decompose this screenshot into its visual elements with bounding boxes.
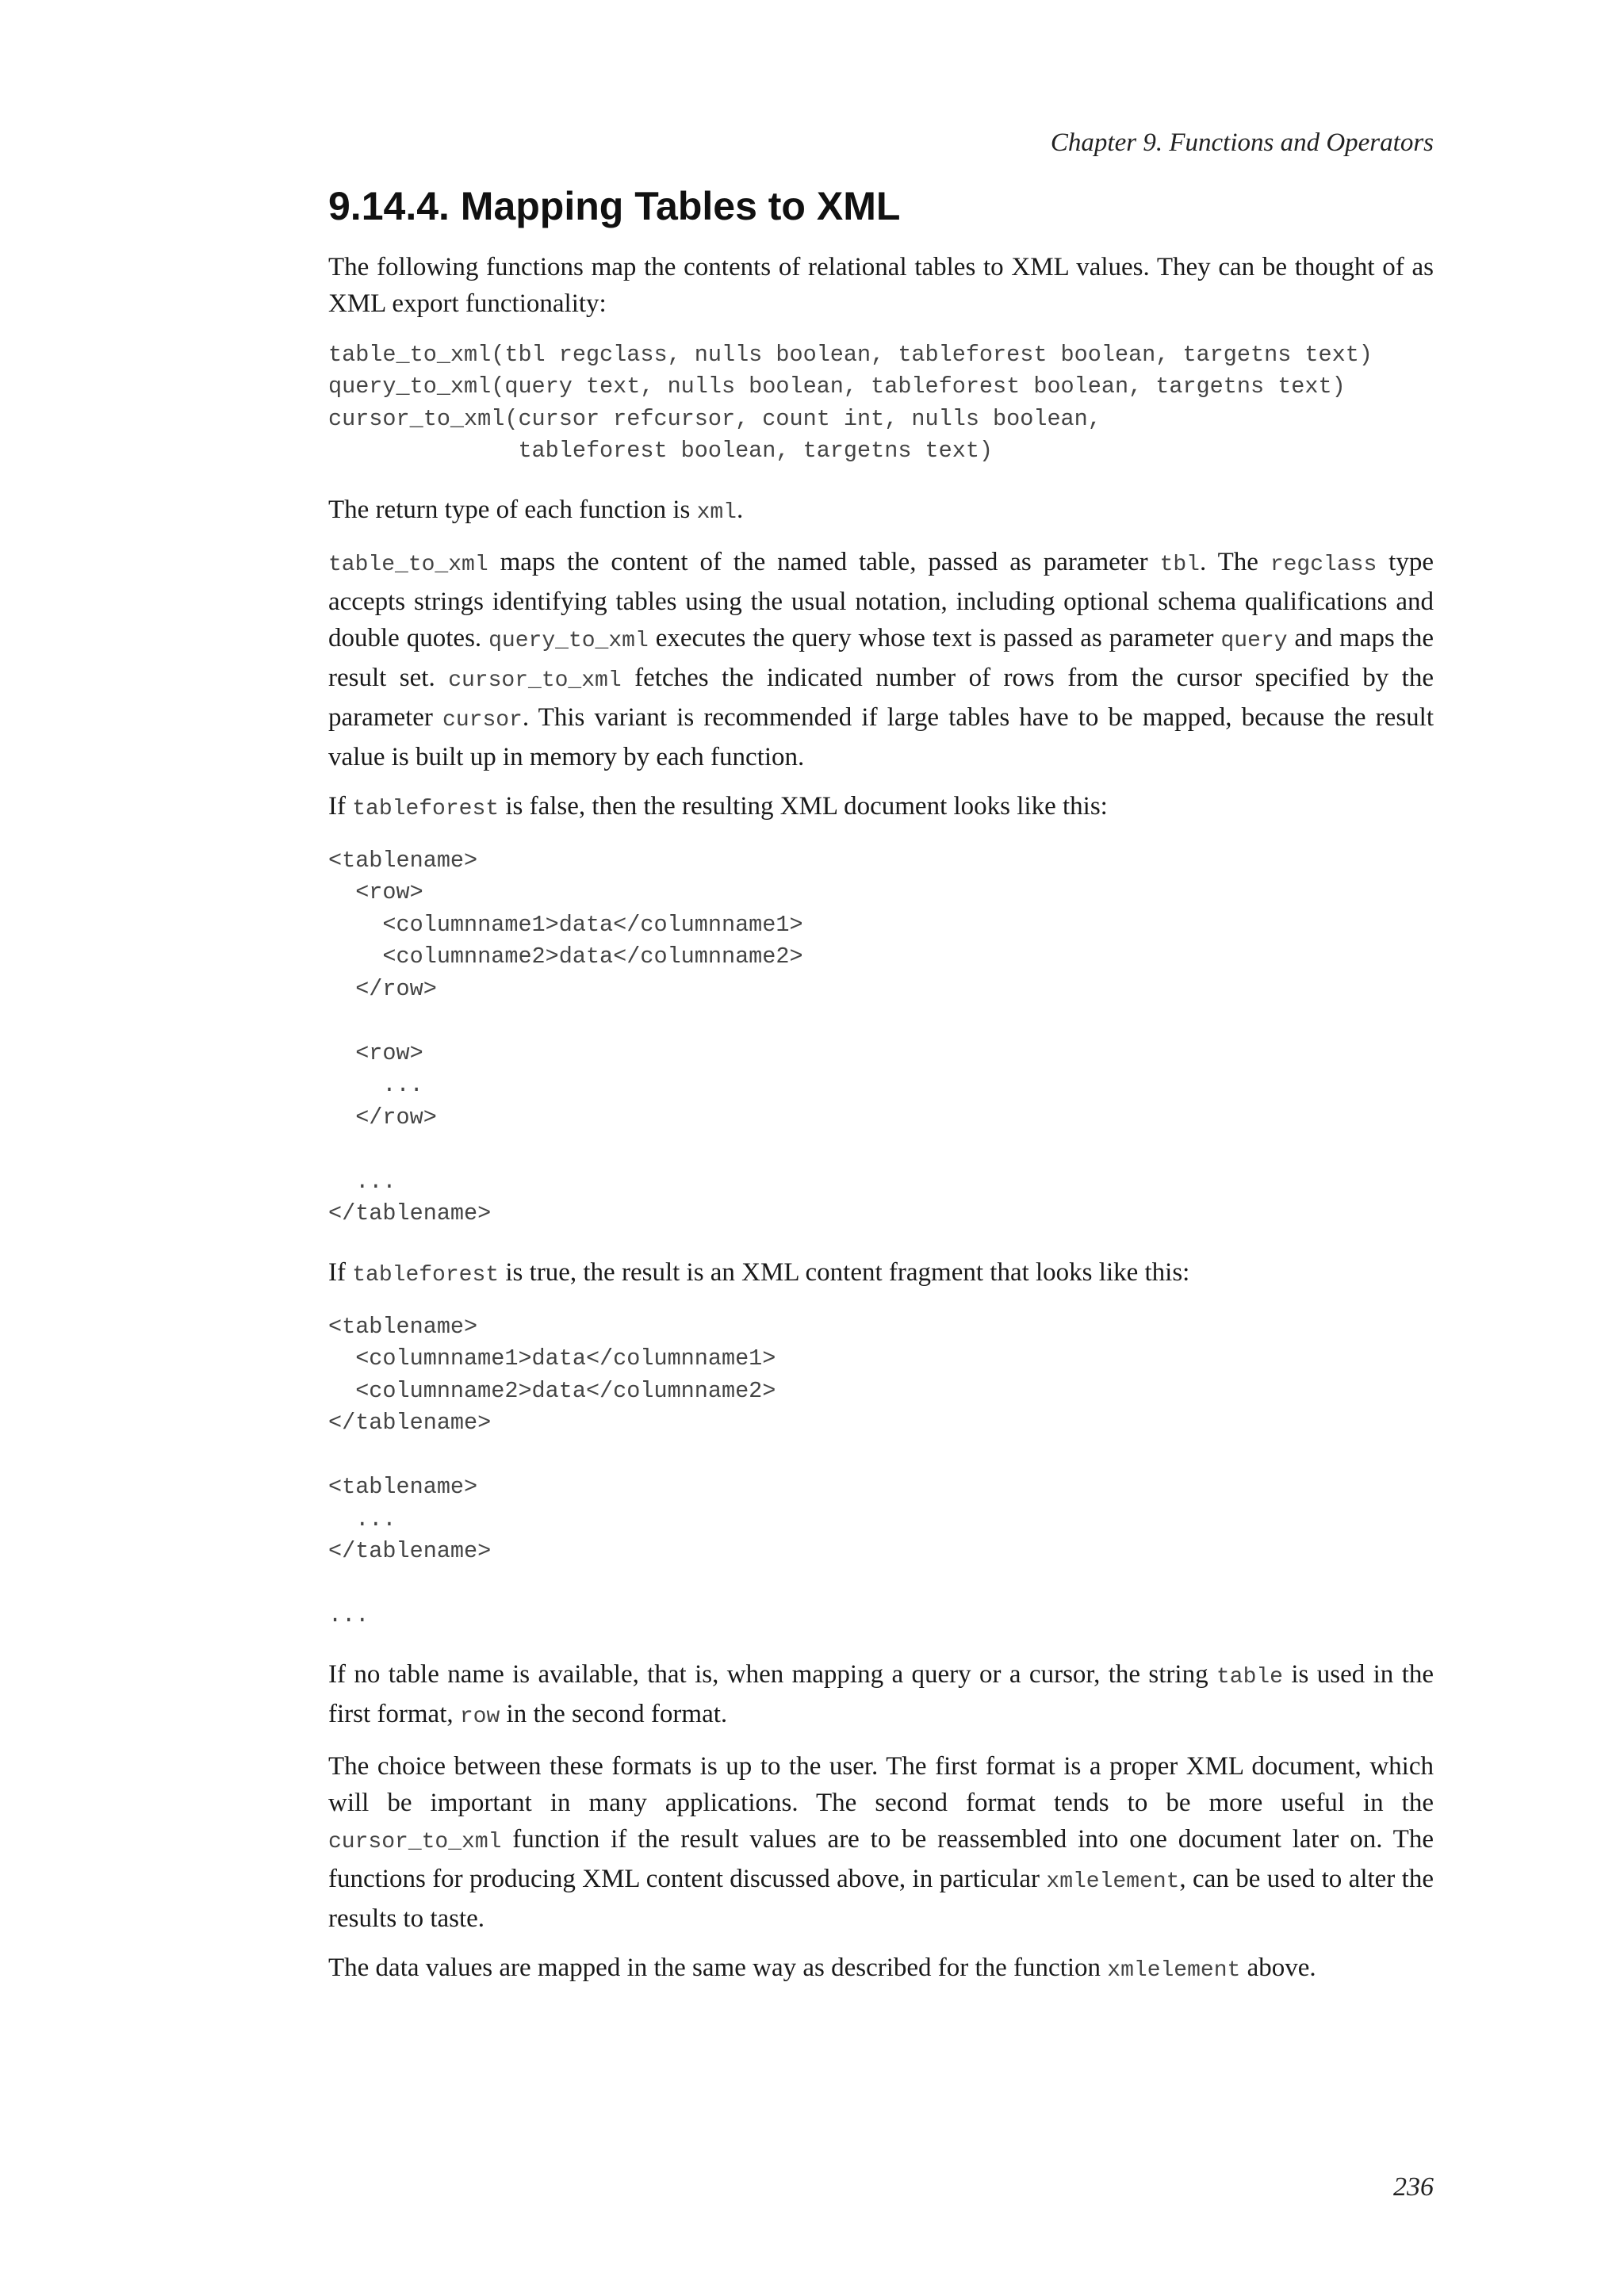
inline-code: table	[1216, 1664, 1283, 1689]
text-run: If no table name is available, that is, when mapping a query or a cursor, the string	[328, 1659, 1216, 1689]
functions-description-paragraph	[328, 544, 1434, 775]
text-run: maps the content of the named table, passed as parameter	[488, 547, 1160, 576]
no-table-name-paragraph	[328, 1656, 1434, 1735]
tableforest-true-example-code: <tablename> <columnname1>data</columnname1> <columnname2>data</columnname2> </tablename> <tablename> ... </tablename> ...	[328, 1313, 776, 1628]
tableforest-false-paragraph	[328, 788, 1434, 828]
inline-code: tableforest	[352, 1262, 500, 1288]
data-values-paragraph	[328, 1950, 1434, 1989]
text-run: and maps the result set.	[328, 623, 1434, 692]
intro-paragraph: The following functions map the contents of relational tables to XML values. They can be thought of as XML export functionality:	[328, 252, 1434, 318]
inline-code: tbl	[1159, 552, 1200, 577]
text-run: . The	[1199, 547, 1270, 576]
text-run: executes the query whose text is passed as parameter	[648, 623, 1221, 652]
inline-code: regclass	[1270, 552, 1377, 577]
running-header: Chapter 9. Functions and Operators	[1050, 128, 1434, 157]
inline-code: query	[1220, 628, 1288, 653]
text-run: The data values are mapped in the same way as described for the function	[328, 1953, 1108, 1982]
text-run: If	[328, 791, 353, 821]
text-run: If	[328, 1257, 353, 1287]
text-run: is true, the result is an XML content fragment that looks like this:	[499, 1257, 1190, 1287]
tableforest-true-paragraph	[328, 1254, 1434, 1294]
inline-code: tableforest	[352, 796, 500, 821]
inline-code: cursor	[442, 707, 523, 733]
text-run: function if the result values are to be reassembled into one document later on. The functions for producing XML content discussed above, in particular	[328, 1824, 1434, 1893]
format-choice-paragraph	[328, 1748, 1434, 1937]
text-run: The return type of each function is	[328, 495, 697, 524]
text-run: , can be used to alter the results to taste.	[328, 1864, 1434, 1933]
inline-code: cursor_to_xml	[328, 1829, 502, 1854]
inline-code: table_to_xml	[328, 552, 488, 577]
page-content	[328, 184, 1434, 2002]
text-run: The choice between these formats is up to the user. The first format is a proper XML document, which will be important in many applications. The second format tends to be more useful in the	[328, 1751, 1434, 1817]
inline-code: cursor_to_xml	[448, 668, 622, 693]
text-run: . This variant is recommended if large tables have to be mapped, because the result value is built up in memory by each function.	[328, 702, 1434, 771]
text-run: fetches the indicated number of rows from the cursor specified by the parameter	[328, 663, 1434, 732]
return-type-paragraph	[328, 492, 1434, 531]
section-title: 9.14.4. Mapping Tables to XML	[328, 184, 901, 228]
text-run: type accepts strings identifying tables using the usual notation, including optional schema qualifications and double quotes.	[328, 547, 1434, 652]
text-run: .	[737, 495, 744, 524]
inline-code: xml	[696, 499, 737, 525]
text-run: is used in the first format,	[328, 1659, 1434, 1728]
inline-code: row	[459, 1704, 500, 1729]
inline-code: xmlelement	[1046, 1869, 1180, 1894]
inline-code: query_to_xml	[488, 628, 649, 653]
text-run: in the second format.	[500, 1699, 728, 1728]
inline-code: xmlelement	[1107, 1957, 1241, 1983]
function-signatures-code: table_to_xml(tbl regclass, nulls boolean, tableforest boolean, targetns text) query_to_xml(query text, nulls boolean, tableforest boolean, targetns text) cursor_to_xml(cursor refcursor, count int, nulls boolean, tableforest boolean, targetns text)	[328, 341, 1373, 464]
page-number: 236	[1393, 2172, 1434, 2202]
text-run: is false, then the resulting XML document looks like this:	[499, 791, 1108, 821]
tableforest-false-example-code: <tablename> <row> <columnname1>data</columnname1> <columnname2>data</columnname2> </row> <row> ... </row> ... </tablename>	[328, 847, 803, 1226]
text-run: above.	[1240, 1953, 1316, 1982]
